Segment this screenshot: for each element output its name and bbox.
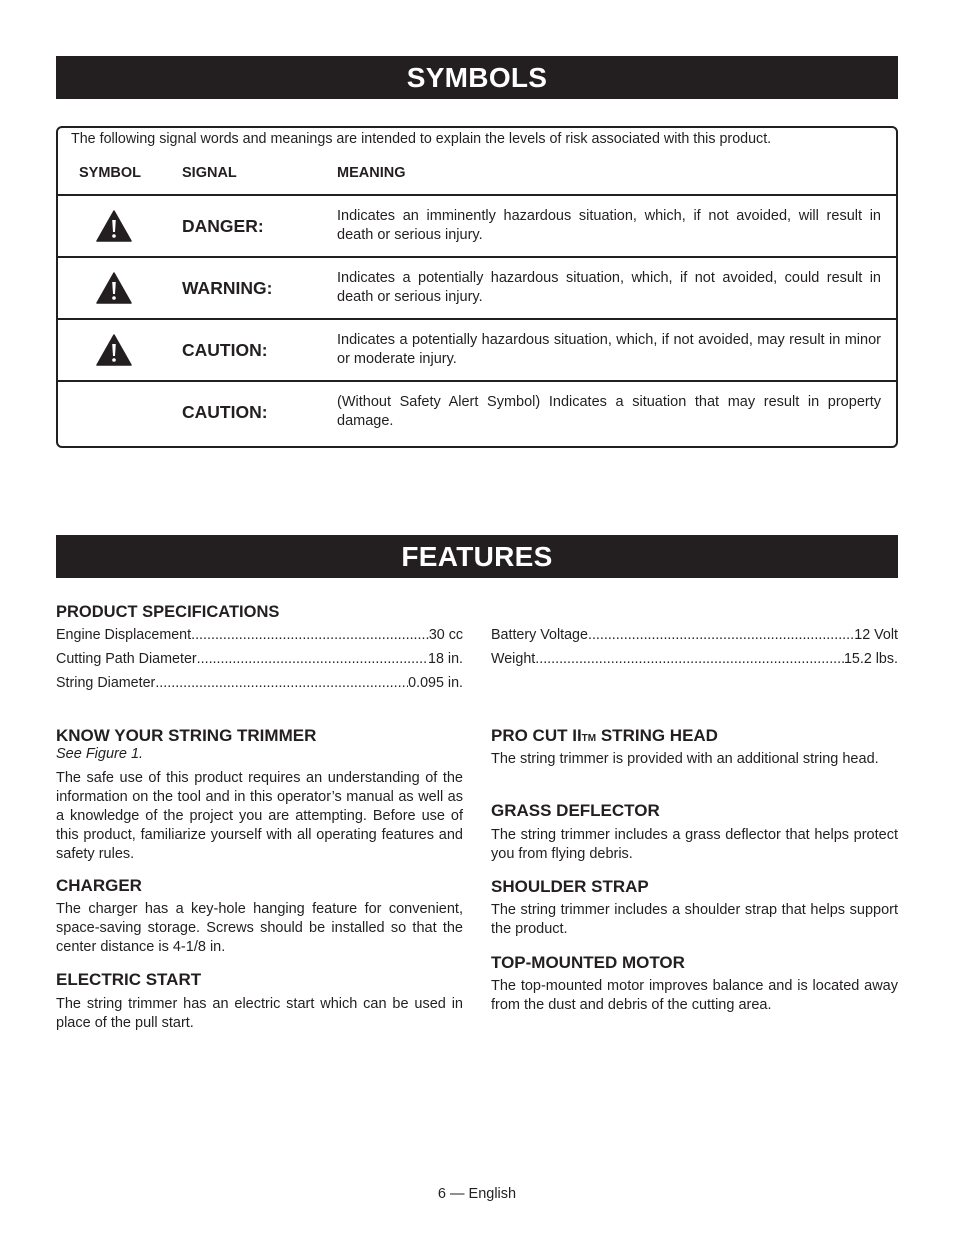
meaning-danger: Indicates an imminently hazardous situation, which, if not avoided, will result in death or serious injury.	[337, 208, 881, 243]
know-text: The safe use of this product requires an understanding of the information on the tool and in this operator’s manual as well as a knowledge of the project you are attempting. Before use of this product, familiarize yourself with all operating features and safety rules.	[56, 770, 463, 862]
meaning-caution: Indicates a potentially hazardous situation, which, if not avoided, may result in minor or moderate injury.	[337, 332, 881, 367]
pro-cut-text: The string trimmer is provided with an additional string head.	[491, 751, 879, 767]
charger-heading: CHARGER	[56, 876, 142, 895]
spec-label: Weight	[491, 651, 536, 667]
grass-deflector-heading: GRASS DEFLECTOR	[491, 801, 660, 820]
signal-danger: DANGER:	[182, 216, 264, 236]
symbol-row-caution	[58, 318, 896, 380]
spec-string-diameter	[56, 675, 463, 691]
spec-battery-voltage	[491, 627, 898, 643]
header-symbol: SYMBOL	[79, 165, 142, 181]
spec-label: Engine Displacement	[56, 627, 192, 643]
shoulder-strap-text: The string trimmer includes a shoulder strap that helps support the product.	[491, 902, 898, 937]
symbols-title: SYMBOLS	[56, 56, 898, 99]
signal-caution: CAUTION:	[182, 340, 268, 360]
grass-deflector-text: The string trimmer includes a grass deflector that helps protect you from flying debris.	[491, 827, 898, 862]
top-motor-text: The top-mounted motor improves balance and is located away from the dust and debris of the cutting area.	[491, 978, 898, 1013]
meaning-caution-property: (Without Safety Alert Symbol) Indicates a situation that may result in property damage.	[337, 394, 881, 429]
features-title: FEATURES	[56, 535, 898, 578]
spec-value: 0.095 in.	[408, 675, 463, 691]
page-footer: 6 — English	[437, 1186, 517, 1202]
see-figure: See Figure 1.	[56, 746, 144, 762]
charger-text: The charger has a key-hole hanging feature for convenient, space-saving storage. Screws should be installed so that the center distance is 4-1/8 in.	[56, 901, 463, 955]
electric-start-heading: ELECTRIC START	[56, 970, 202, 989]
spec-label: String Diameter	[56, 675, 156, 691]
signal-warning: WARNING:	[182, 278, 273, 298]
shoulder-strap-heading: SHOULDER STRAP	[491, 877, 649, 896]
symbols-table	[56, 126, 898, 448]
symbol-row-danger	[58, 194, 896, 256]
header-meaning: MEANING	[337, 165, 406, 181]
spec-value: 18 in.	[428, 651, 463, 667]
spec-value: 12 Volt	[854, 627, 898, 643]
spec-value: 15.2 lbs.	[843, 651, 898, 667]
symbols-intro: The following signal words and meanings are intended to explain the levels of risk associated with this product.	[71, 131, 772, 147]
spec-value: 30 cc	[428, 627, 463, 643]
meaning-warning: Indicates a potentially hazardous situation, which, if not avoided, could result in death or serious injury.	[337, 270, 881, 305]
header-signal: SIGNAL	[182, 165, 237, 181]
signal-caution-property: CAUTION:	[182, 402, 268, 422]
top-motor-heading: TOP-MOUNTED MOTOR	[491, 953, 685, 972]
electric-start-text: The string trimmer has an electric start which can be used in place of the pull start.	[56, 996, 463, 1031]
pro-cut-heading: PRO CUT IITM STRING HEAD	[491, 726, 718, 745]
warning-triangle-icon	[96, 272, 132, 304]
warning-triangle-icon	[96, 334, 132, 366]
spec-label: Cutting Path Diameter	[56, 651, 197, 667]
spec-weight	[491, 651, 898, 667]
spec-engine-displacement	[56, 627, 463, 643]
symbol-row-warning	[58, 256, 896, 318]
symbol-row-caution-property	[58, 380, 896, 448]
product-specifications-heading: PRODUCT SPECIFICATIONS	[56, 603, 280, 621]
spec-label: Battery Voltage	[491, 627, 588, 643]
spec-cutting-path-diameter	[56, 651, 463, 667]
warning-triangle-icon	[96, 210, 132, 242]
know-heading: KNOW YOUR STRING TRIMMER	[56, 726, 317, 745]
